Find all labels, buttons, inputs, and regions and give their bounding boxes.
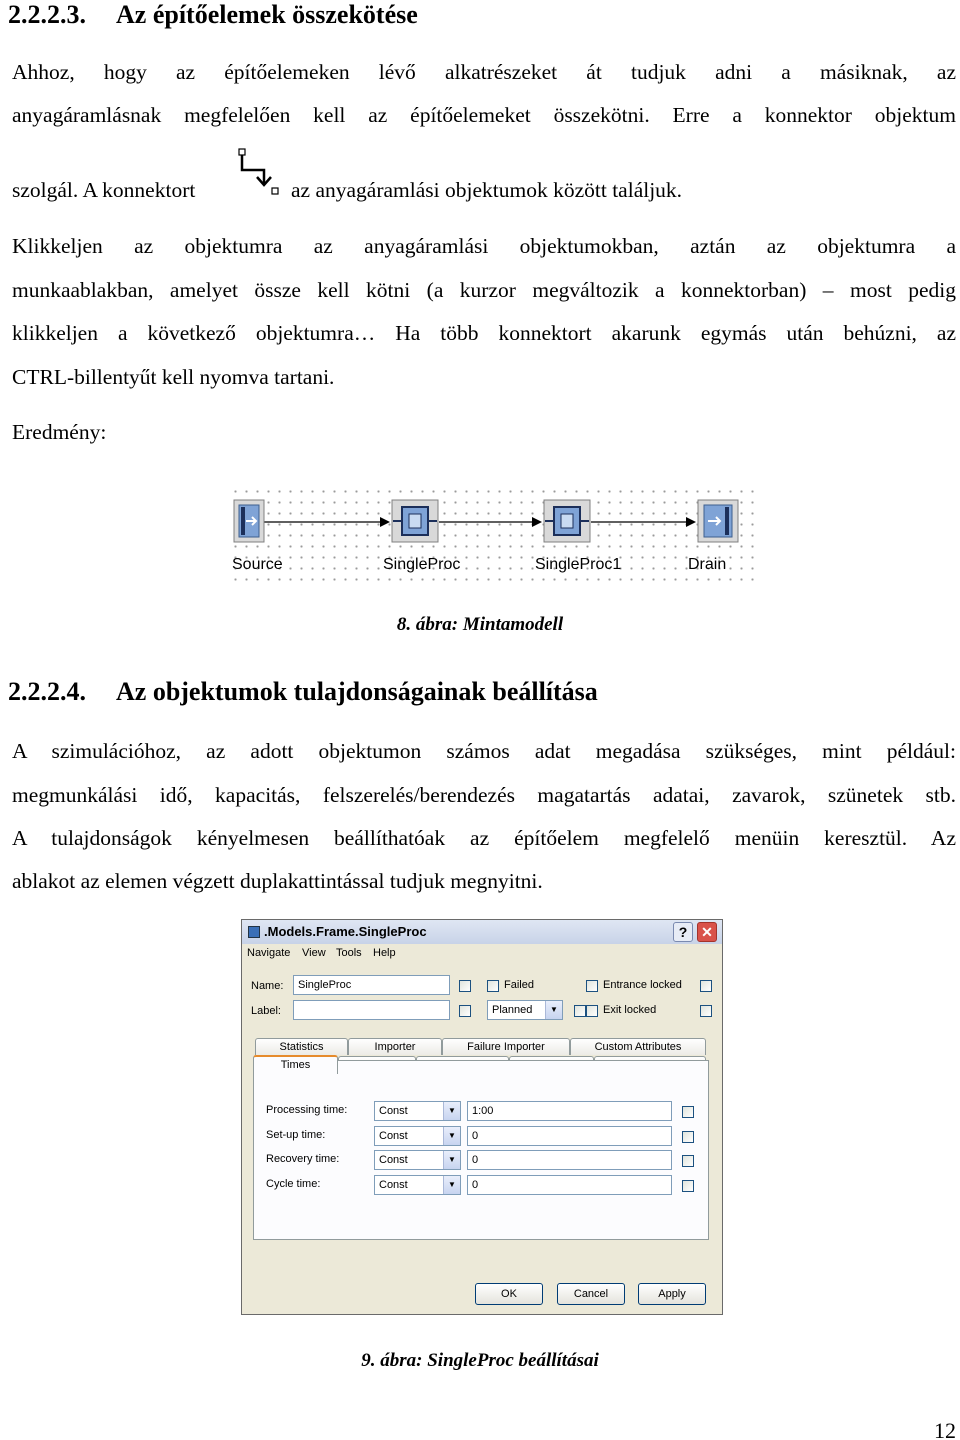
processing-time-label: Processing time: <box>266 1104 348 1116</box>
processing-time-type: Const <box>379 1105 408 1117</box>
window-icon <box>248 926 260 938</box>
dialog-title: .Models.Frame.SingleProc <box>264 924 427 939</box>
paragraph-line: ablakot az elemen végzett duplakattintással tudjuk megnyitni. <box>12 869 543 893</box>
drain-icon[interactable] <box>698 500 738 542</box>
chevron-down-icon[interactable]: ▼ <box>545 1001 562 1019</box>
section-number: 2.2.2.3. <box>8 0 86 29</box>
paragraph-line: A tulajdonságok kényelmesen beállíthatóak az építőelem megfelelő menüin keresztül. Az <box>12 826 956 850</box>
recovery-time-type: Const <box>379 1154 408 1166</box>
section-title: Az építőelemek összekötése <box>116 0 418 29</box>
paragraph-line: szolgál. A konnektort <box>12 178 196 202</box>
tab-failure-importer[interactable]: Failure Importer <box>442 1038 570 1055</box>
tab-importer[interactable]: Importer <box>348 1038 442 1055</box>
section-number: 2.2.2.4. <box>8 677 86 706</box>
set-up-time-label: Set-up time: <box>266 1129 326 1141</box>
recovery-time-field[interactable]: 0 <box>467 1150 672 1170</box>
set-up-time-type: Const <box>379 1130 408 1142</box>
ok-button[interactable]: OK <box>475 1283 543 1305</box>
source-icon[interactable] <box>234 500 264 542</box>
failed-ok-checkbox[interactable] <box>459 980 471 992</box>
node-label-singleproc: SingleProc <box>383 556 461 573</box>
page-number: 12 <box>934 1418 956 1440</box>
menu-tools[interactable]: Tools <box>336 947 362 959</box>
paragraph-line: A szimulációhoz, az adott objektumon számos adat megadása szükséges, mint például: <box>12 739 956 763</box>
cycle-time-type: Const <box>379 1179 408 1191</box>
planned-value: Planned <box>492 1004 533 1016</box>
exit-locked-label: Exit locked <box>603 1004 657 1016</box>
singleproc1-icon[interactable] <box>544 500 590 542</box>
close-button[interactable]: ✕ <box>697 922 717 942</box>
cycle-time-type-select[interactable] <box>374 1175 461 1195</box>
menu-navigate[interactable]: Navigate <box>247 947 291 959</box>
paragraph-line: Ahhoz, hogy az építőelemeken lévő alkatrészeket át tudjuk adni a másiknak, az <box>12 60 956 84</box>
dialog-titlebar[interactable] <box>242 920 722 944</box>
paragraph-line: CTRL-billentyűt kell nyomva tartani. <box>12 365 335 389</box>
planned-select[interactable] <box>487 1000 563 1020</box>
set-up-time-field[interactable]: 0 <box>467 1126 672 1146</box>
label-field[interactable] <box>293 1000 450 1020</box>
node-label-singleproc1: SingleProc1 <box>535 556 622 573</box>
exit-locked-checkbox[interactable] <box>586 1005 598 1017</box>
node-label-source: Source <box>232 556 283 573</box>
paragraph-line: munkaablakban, amelyet össze kell kötni (a kurzor megváltozik a konnektorban) – most pedig <box>12 278 956 302</box>
processing-time-field[interactable]: 1:00 <box>467 1101 672 1121</box>
cancel-button[interactable]: Cancel <box>557 1283 625 1305</box>
apply-button[interactable]: Apply <box>638 1283 706 1305</box>
label-ok-checkbox[interactable] <box>459 1005 471 1017</box>
paragraph-line: anyagáramlásnak megfelelően kell az építőelemeket összekötni. Erre a konnektor objektum <box>12 103 956 127</box>
set-up-time-checkbox[interactable] <box>682 1131 694 1143</box>
figure-caption-9: 9. ábra: SingleProc beállításai <box>361 1350 599 1371</box>
singleproc-icon[interactable] <box>392 500 438 542</box>
recovery-time-label: Recovery time: <box>266 1153 340 1165</box>
cycle-time-label: Cycle time: <box>266 1178 321 1190</box>
paragraph-line: az anyagáramlási objektumok között találjuk. <box>291 178 683 202</box>
chevron-down-icon[interactable]: ▼ <box>443 1102 460 1120</box>
set-up-time-type-select[interactable] <box>374 1126 461 1146</box>
paragraph-line: megmunkálási idő, kapacitás, felszerelés/berendezés magatartás adatai, zavarok, szünetek stb. <box>12 783 956 807</box>
node-label-drain: Drain <box>688 556 727 573</box>
recovery-time-type-select[interactable] <box>374 1150 461 1170</box>
exit-locked-ok-checkbox[interactable] <box>700 1005 712 1017</box>
processing-time-checkbox[interactable] <box>682 1106 694 1118</box>
label-label: Label: <box>251 1005 281 1017</box>
paragraph-line: Eredmény: <box>12 420 107 444</box>
entrance-locked-ok-checkbox[interactable] <box>700 980 712 992</box>
cycle-time-checkbox[interactable] <box>682 1180 694 1192</box>
figure-caption-8: 8. ábra: Mintamodell <box>396 614 564 635</box>
menu-help[interactable]: Help <box>373 947 396 959</box>
menu-view[interactable]: View <box>302 947 326 959</box>
section-heading-2-2-2-4 <box>8 677 598 707</box>
figure-mintamodell <box>230 486 756 588</box>
section-title: Az objektumok tulajdonságainak beállítása <box>116 677 598 706</box>
singleproc-dialog <box>241 919 723 1315</box>
chevron-down-icon[interactable]: ▼ <box>443 1151 460 1169</box>
chevron-down-icon[interactable]: ▼ <box>443 1127 460 1145</box>
failed-label: Failed <box>504 979 534 991</box>
entrance-locked-checkbox[interactable] <box>586 980 598 992</box>
tab-statistics[interactable]: Statistics <box>255 1038 348 1055</box>
paragraph-line: klikkeljen a következő objektumra… Ha több konnektort akarunk egymás után behúzni, az <box>12 321 956 345</box>
entrance-locked-label: Entrance locked <box>603 979 682 991</box>
tab-times[interactable]: Times <box>253 1055 338 1074</box>
connector-icon <box>234 146 286 198</box>
paragraph-line: Klikkeljen az objektumra az anyagáramlási objektumokban, aztán az objektumra a <box>12 234 956 258</box>
failed-checkbox[interactable] <box>487 980 499 992</box>
times-panel <box>253 1060 709 1240</box>
cycle-time-field[interactable]: 0 <box>467 1175 672 1195</box>
processing-time-type-select[interactable] <box>374 1101 461 1121</box>
recovery-time-checkbox[interactable] <box>682 1155 694 1167</box>
tab-custom-attributes[interactable]: Custom Attributes <box>570 1038 706 1055</box>
help-button[interactable]: ? <box>673 922 693 942</box>
chevron-down-icon[interactable]: ▼ <box>443 1176 460 1194</box>
name-field[interactable]: SingleProc <box>293 975 450 995</box>
planned-ok-checkbox[interactable] <box>574 1005 586 1017</box>
section-heading-2-2-2-3 <box>8 0 418 30</box>
name-label: Name: <box>251 980 284 992</box>
